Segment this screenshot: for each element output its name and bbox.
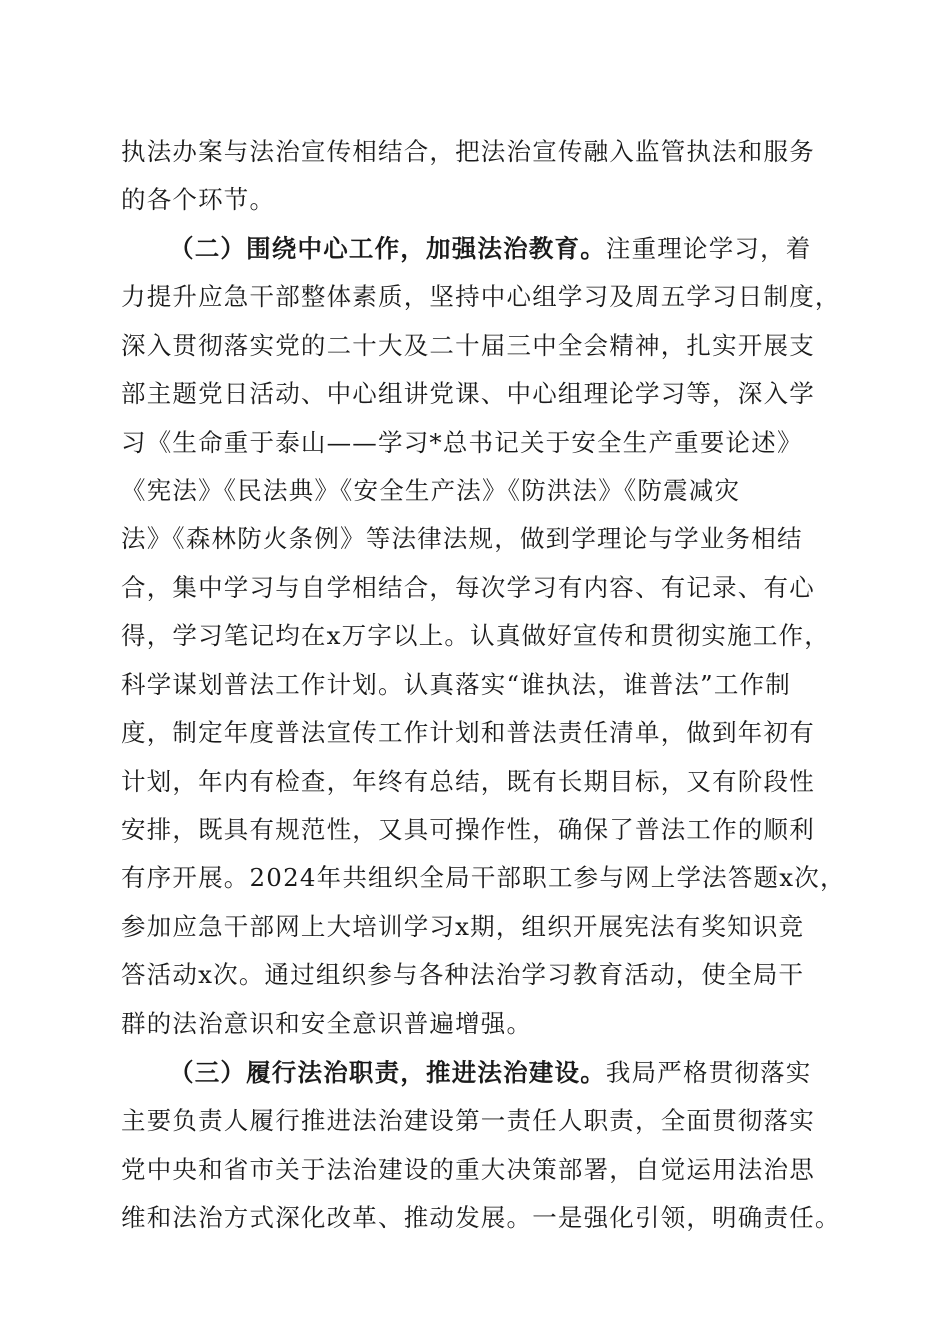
text-line: 有序开展。2024年共组织全局干部职工参与网上学法答题x次， bbox=[121, 863, 846, 892]
text-line: 深入贯彻落实党的二十大及二十届三中全会精神，扎实开展支 bbox=[121, 331, 815, 360]
text-line: 部主题党日活动、中心组讲党课、中心组理论学习等，深入学 bbox=[121, 379, 815, 408]
text-line: 参加应急干部网上大培训学习x期，组织开展宪法有奖知识竞 bbox=[121, 912, 805, 941]
text-line: 法》《森林防火条例》等法律法规，做到学理论与学业务相结 bbox=[121, 524, 803, 553]
text-line: 安排，既具有规范性，又具可操作性，确保了普法工作的顺利 bbox=[121, 815, 815, 844]
text-line: 群的法治意识和安全意识普遍增强。 bbox=[121, 1009, 533, 1038]
text-line: 的各个环节。 bbox=[121, 185, 276, 214]
text-line: 《宪法》《民法典》《安全生产法》《防洪法》《防震减灾 bbox=[121, 476, 741, 505]
text-line: 合，集中学习与自学相结合，每次学习有内容、有记录、有心 bbox=[121, 573, 815, 602]
text-line: 答活动x次。通过组织参与各种法治学习教育活动，使全局干 bbox=[121, 960, 805, 989]
section-2-first-line bbox=[169, 231, 812, 267]
text-line: 维和法治方式深化改革、推动发展。一是强化引领，明确责任。 bbox=[121, 1203, 841, 1232]
text-line: 执法办案与法治宣传相结合，把法治宣传融入监管执法和服务 bbox=[121, 137, 815, 166]
section-2-heading: （二）围绕中心工作，加强法治教育。 bbox=[169, 234, 606, 263]
text-line: 科学谋划普法工作计划。认真落实“谁执法，谁普法”工作制 bbox=[121, 670, 791, 699]
text-line: 党中央和省市关于法治建设的重大决策部署，自觉运用法治思 bbox=[121, 1155, 815, 1184]
text-line: 计划，年内有检查，年终有总结，既有长期目标，又有阶段性 bbox=[121, 767, 815, 796]
text-line: 度，制定年度普法宣传工作计划和普法责任清单，做到年初有 bbox=[121, 718, 815, 747]
text-line: 力提升应急干部整体素质，坚持中心组学习及周五学习日制度， bbox=[121, 282, 841, 311]
section-3-first-line bbox=[169, 1055, 812, 1091]
section-3-text: 我局严格贯彻落实 bbox=[605, 1058, 812, 1087]
text-line: 习《生命重于泰山——学习*总书记关于安全生产重要论述》 bbox=[121, 428, 803, 457]
section-3-heading: （三）履行法治职责，推进法治建设。 bbox=[169, 1058, 606, 1087]
text-line: 得，学习笔记均在x万字以上。认真做好宣传和贯彻实施工作， bbox=[121, 621, 830, 650]
section-2-text: 注重理论学习，着 bbox=[605, 234, 812, 263]
text-line: 主要负责人履行推进法治建设第一责任人职责，全面贯彻落实 bbox=[121, 1106, 815, 1135]
